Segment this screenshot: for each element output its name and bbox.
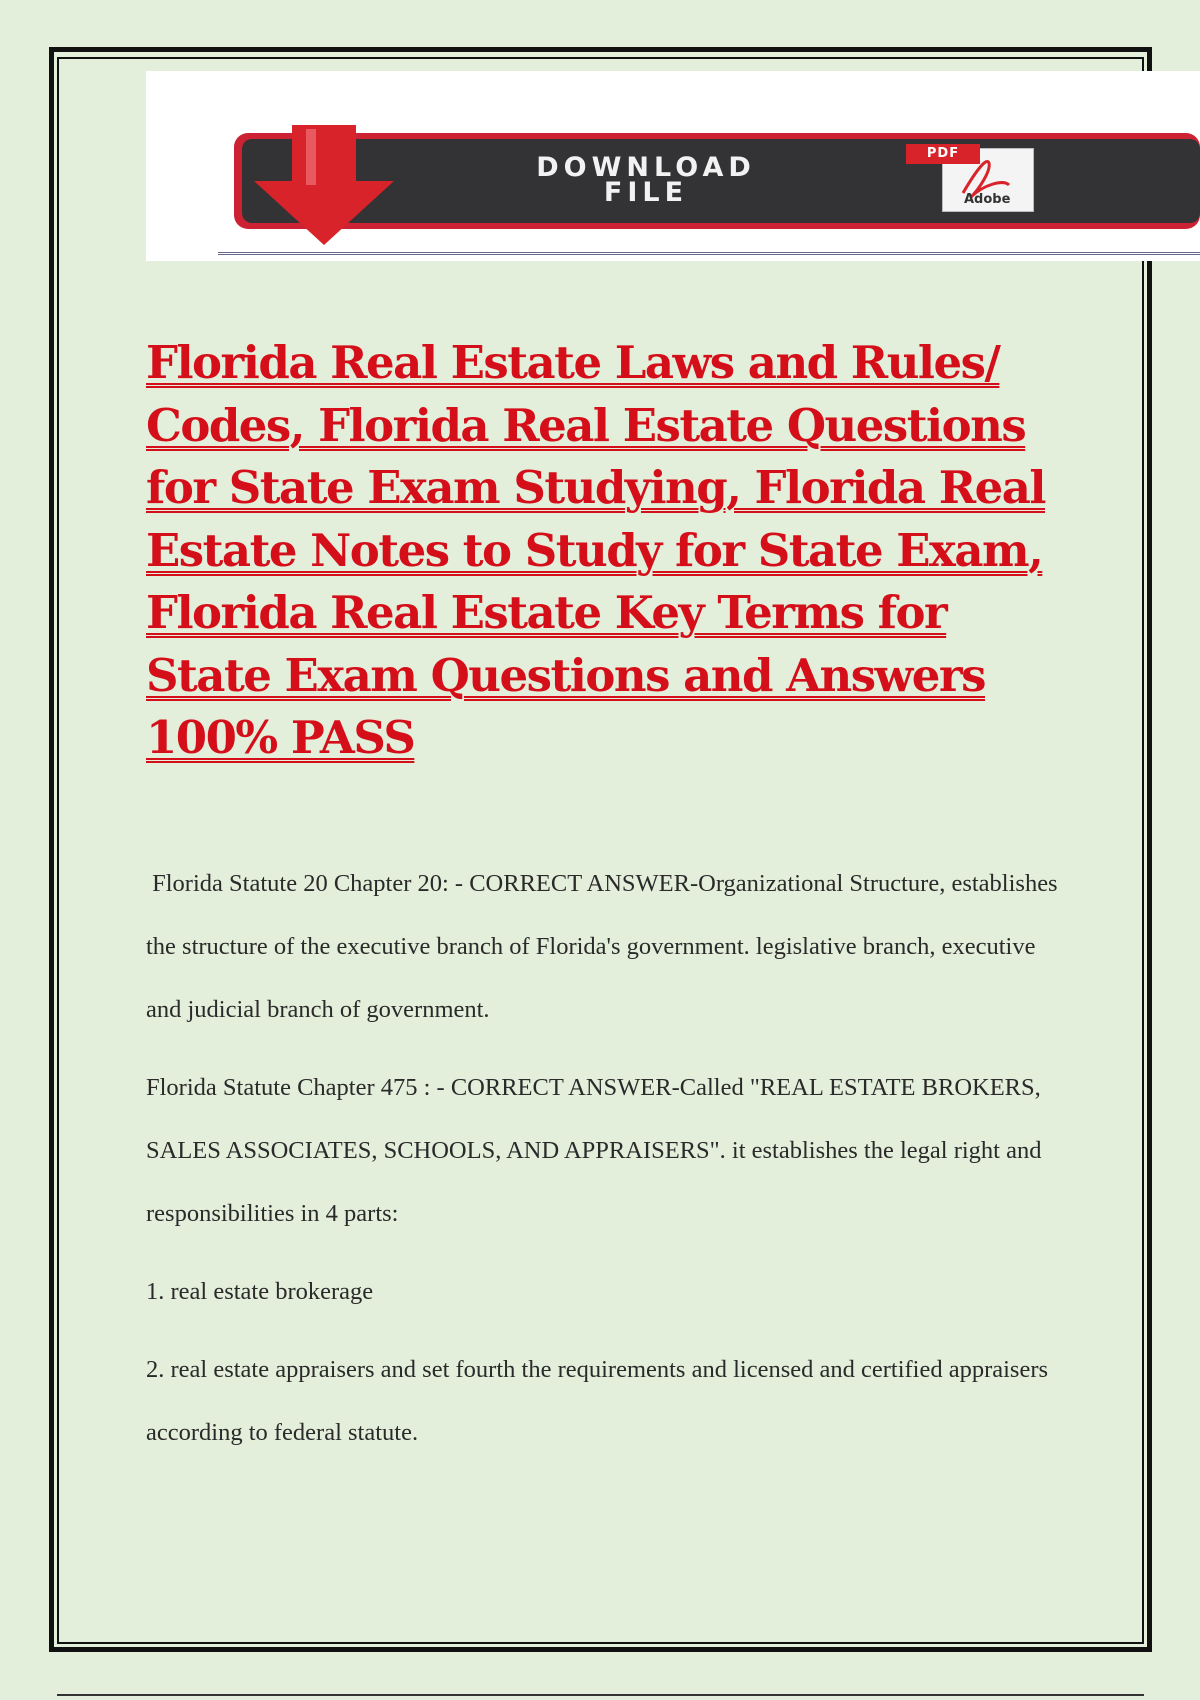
list-item-brokerage: 1. real estate brokerage [146,1278,374,1305]
document-title: Florida Real Estate Laws and Rules/ Codes, Florida Real Estate Questions for State Exam Studying, Florida Real Estate Notes to Study for State Exam, Florida Real Estate Key Terms for State Exam Questions and Answers 100% PASS [146,336,1045,764]
paragraph-chapter-475: Florida Statute Chapter 475 : - CORRECT ANSWER-Called "REAL ESTATE BROKERS, SALES ASSOCIATES, SCHOOLS, AND APPRAISERS". it establishes the legal right and responsibilities in 4 parts: [146,1074,1042,1227]
download-banner[interactable] [146,71,1200,261]
download-label-line2: FILE [603,177,689,208]
bottom-divider [57,1694,1144,1696]
paragraph-chapter-20: Florida Statute 20 Chapter 20: - CORRECT ANSWER-Organizational Structure, establishes the structure of the executive branch of Florida's government. legislative branch, executive and judicial branch of government. [146,870,1058,1023]
download-file-label [446,152,846,208]
download-label-line1: DOWNLOAD [536,152,756,183]
document-body [146,852,1076,1464]
down-arrow-icon [254,125,394,245]
pdf-tag: PDF [906,144,980,164]
pdf-file-icon [906,144,1034,219]
list-item-appraisers: 2. real estate appraisers and set fourth the requirements and licensed and certified appraisers according to federal statute. [146,1356,1049,1446]
adobe-label: Adobe [964,192,1011,207]
banner-divider [218,252,1200,255]
